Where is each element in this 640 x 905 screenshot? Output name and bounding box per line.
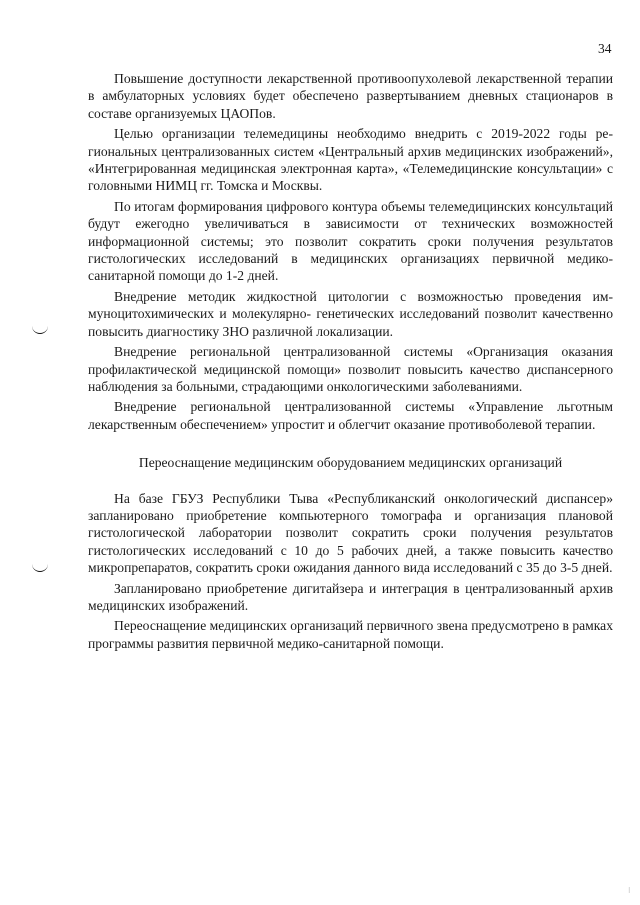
paragraph: По итогам формирования цифрового контура объемы телемедицинских консультаций будут ежегодно увеличиваться в зависимости от технических возможностей информационной системы; это позволит сократить сроки получения результатов гистологических исследований в медицинских организациях первичной медико-санитарной помощи до 1-2 дней.	[88, 198, 613, 284]
paragraph: Запланировано приобретение дигитайзера и интеграция в централизованный архив медицинских изображений.	[88, 580, 613, 613]
section-heading: Переоснащение медицинским оборудованием медицинских организаций	[138, 455, 563, 471]
page-number: 34	[598, 41, 612, 56]
scan-artifact: ⁝	[628, 886, 631, 895]
paragraph: На базе ГБУЗ Республики Тыва «Республиканский онкологический диспансер» запланировано приобретение компьютерного томографа и организация плановой гистологической лаборатории позволит сократить сроки получения результатов гистологических исследований с 10 до 5 рабочих дней, а также повысить качество микропрепаратов, сократить сроки ожидания данного вида исследований с 35 до 3-5 дней.	[88, 490, 613, 576]
document-body	[88, 70, 613, 655]
paragraph: Внедрение региональной централизованной системы «Управление льготным лекарственным обеспечением» упростит и облегчит оказание противоболевой терапии.	[88, 399, 613, 432]
paragraph: Внедрение региональной централизованной системы «Организация оказания профилактической медицинской помощи» позволит повысить качество диспансерного наблюдения за больными, страдающими онкологическими заболеваниями.	[88, 344, 613, 394]
paragraph: Целью организации телемедицины необходимо внедрить с 2019-2022 годы региональных централизованных систем «Центральный архив медицинских изображений», «Интегрированная медицинская электронная карта», «Телемедицинские консультации» с головными НИМЦ гг. Томска и Москвы.	[88, 126, 613, 194]
paragraph: Переоснащение медицинских организаций первичного звена предусмотрено в рамках программы развития первичной медико-санитарной помощи.	[88, 618, 613, 651]
paragraph: Повышение доступности лекарственной противоопухолевой лекарственной терапии в амбулаторных условиях будет обеспечено развертыванием дневных стационаров в составе организуемых ЦАОПов.	[88, 71, 613, 121]
margin-check-mark	[32, 563, 48, 572]
paragraph: Внедрение методик жидкостной цитологии с возможностью проведения иммуноцитохимических и молекулярно- генетических исследований позволит качественно повысить диагностику ЗНО различной локализации.	[88, 288, 613, 339]
margin-check-mark	[32, 325, 48, 334]
